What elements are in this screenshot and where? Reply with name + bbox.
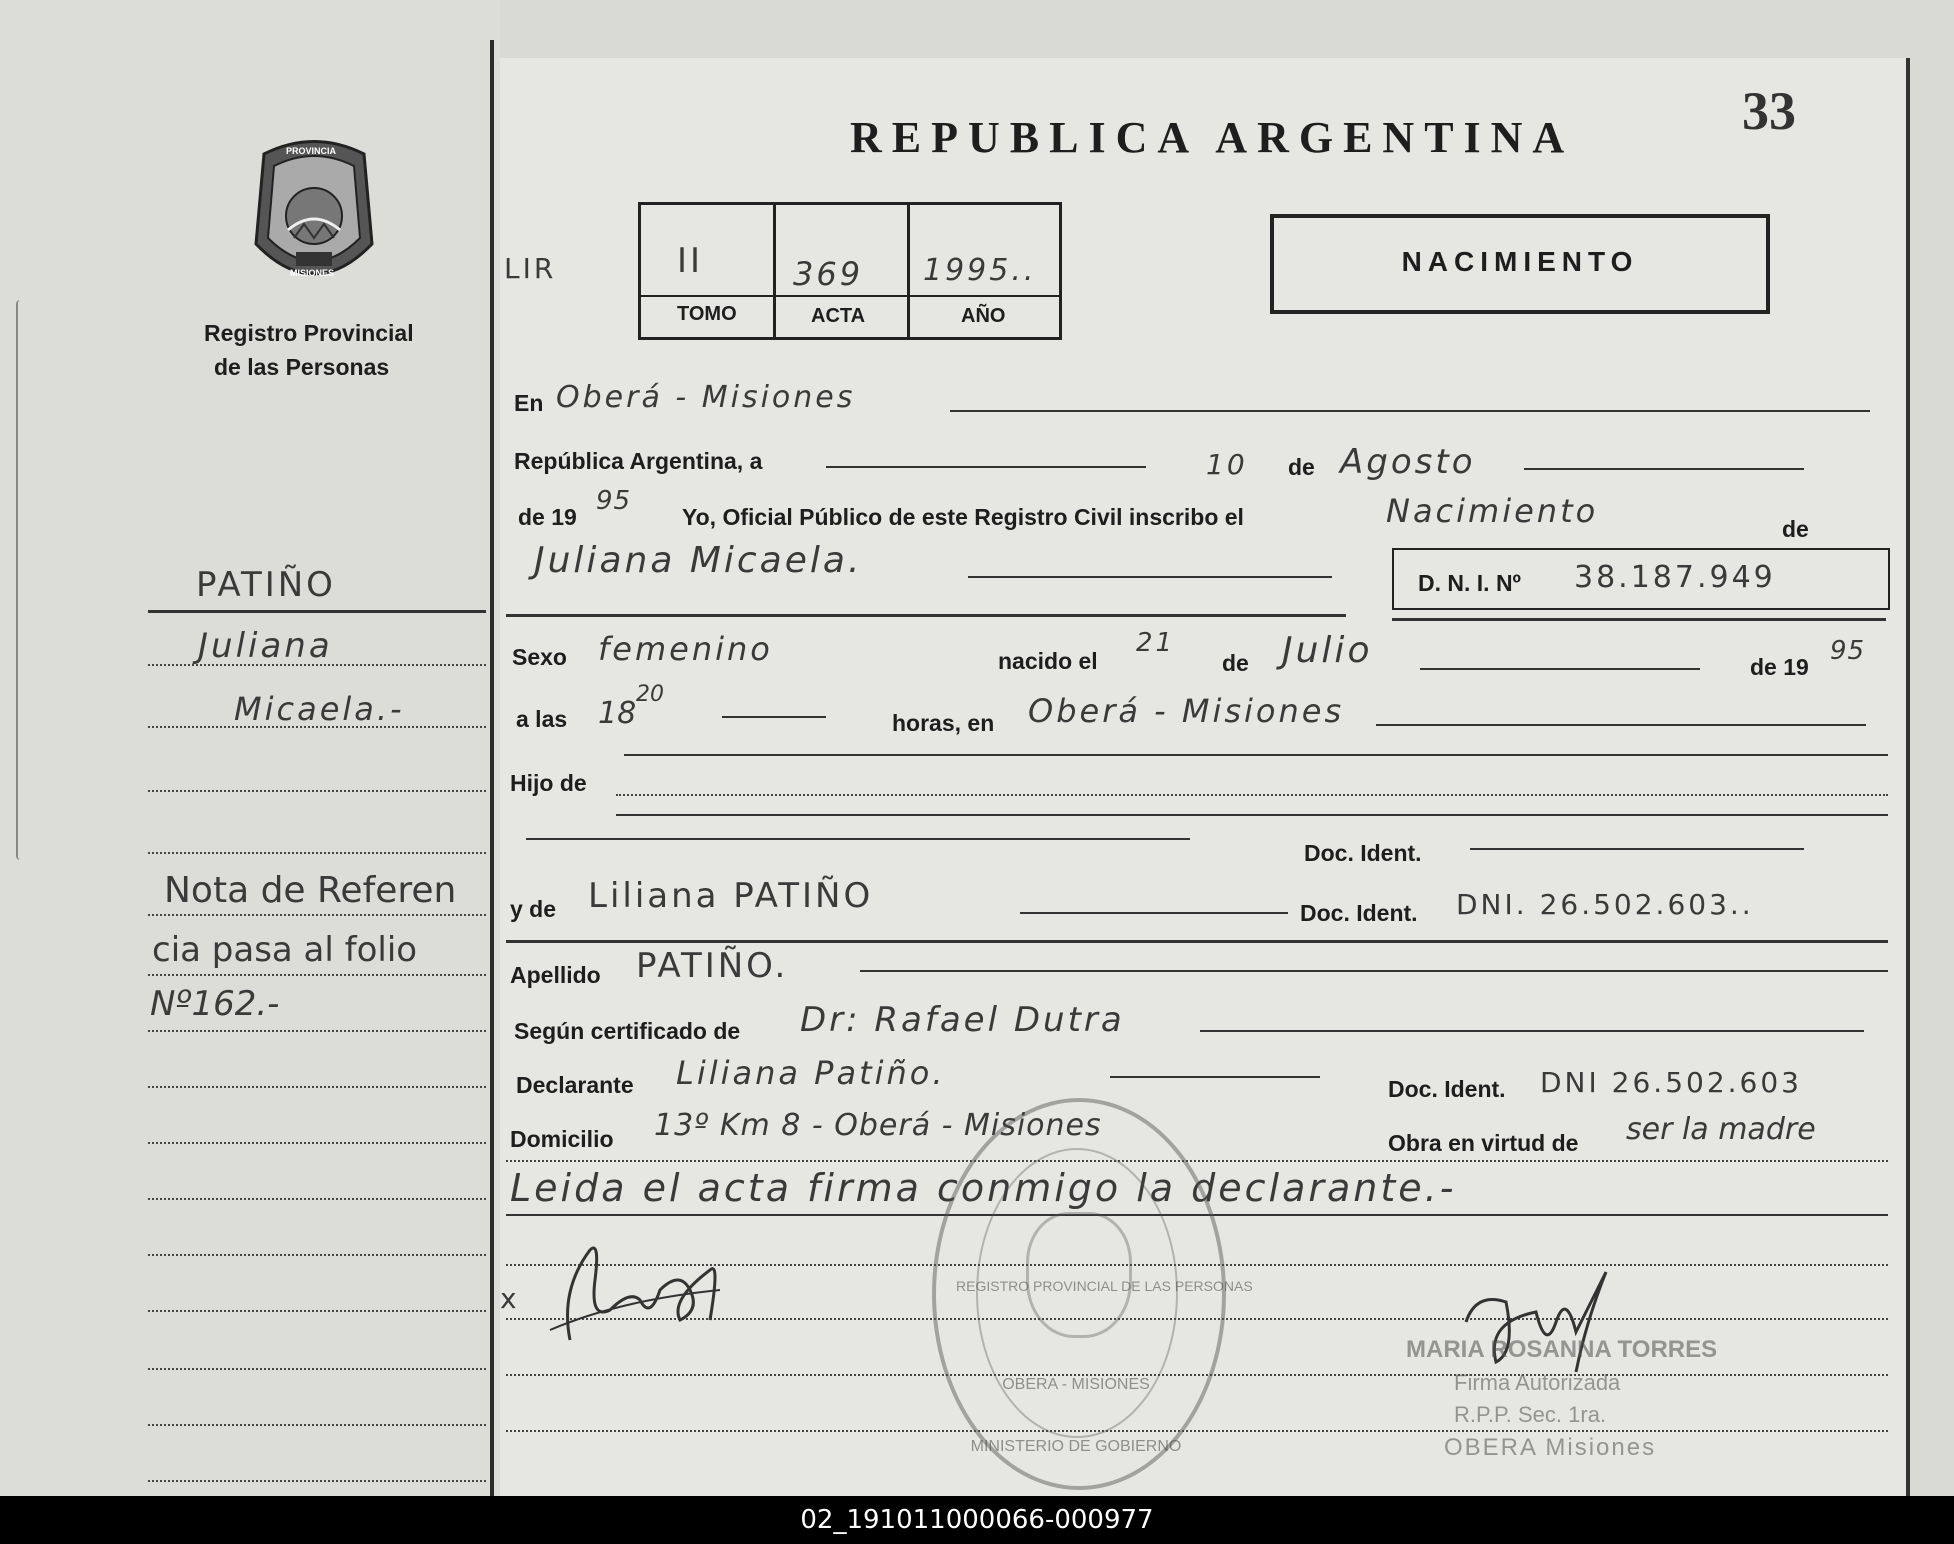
republica-label: República Argentina, a [514, 448, 763, 474]
margin-line [148, 1142, 486, 1144]
domicilio-value: 13º Km 8 - Oberá - Misiones [654, 1108, 1102, 1143]
horas-label: horas, en [892, 710, 995, 736]
birth-year-prefix: de 19 [1750, 654, 1809, 680]
margin-line [148, 1086, 486, 1088]
apellido-label: Apellido [510, 962, 601, 988]
hijo-label: Hijo de [510, 770, 587, 796]
month-value: Agosto [1340, 442, 1476, 482]
form-line [1200, 1030, 1864, 1032]
nacido-label: nacido el [998, 648, 1098, 674]
obra-label: Obra en virtud de [1388, 1130, 1579, 1156]
margin-line [148, 664, 486, 666]
form-line [616, 794, 1888, 796]
doc-ident-label: Doc. Ident. [1304, 840, 1422, 866]
en-label: En [514, 390, 544, 416]
tomo-label: TOMO [677, 303, 737, 325]
registry-name-line1: Registro Provincial [204, 320, 414, 346]
year-prefix: de 19 [518, 504, 577, 530]
dni-box [1392, 548, 1890, 610]
domicilio-label: Domicilio [510, 1126, 614, 1152]
tomo-value: II [677, 241, 704, 281]
record-prefix: LIR [504, 252, 557, 285]
year-value: 95 [596, 486, 632, 516]
day-value: 10 [1206, 448, 1248, 481]
sexo-label: Sexo [512, 644, 567, 670]
acta-label: ACTA [811, 305, 866, 327]
page-right-edge [1906, 58, 1910, 1496]
declarante-label: Declarante [516, 1072, 634, 1098]
section-divider [506, 614, 1346, 617]
dni-label: D. N. I. Nº [1418, 570, 1521, 596]
record-type-label: NACIMIENTO [1401, 246, 1639, 277]
de2-label: de [1222, 650, 1249, 676]
ano-value: 1995.. [923, 253, 1037, 288]
declarante-doc: DNI 26.502.603 [1540, 1066, 1802, 1099]
seal-text-top: PROVINCIA [286, 146, 337, 156]
margin-note-line3: Nº162.- [150, 984, 280, 1024]
form-line [950, 410, 1870, 412]
birth-year: 95 [1830, 636, 1866, 666]
de-end: de [1782, 516, 1809, 542]
official-line2: Firma Autorizada [1454, 1370, 1621, 1395]
record-type-box [1270, 214, 1770, 314]
form-line [1420, 668, 1700, 670]
record-box-hline [641, 295, 1059, 297]
margin-line [148, 1254, 486, 1256]
obra-value: ser la madre [1626, 1112, 1816, 1147]
form-line [1110, 1076, 1320, 1078]
form-line [826, 466, 1146, 468]
hour-value: 18 [598, 696, 637, 731]
declarant-signature [540, 1230, 740, 1360]
form-line [860, 970, 1888, 972]
margin-line [148, 790, 486, 792]
record-box-divider [773, 205, 776, 337]
seal-icon [244, 134, 384, 290]
page-number: 33 [1742, 81, 1796, 141]
official-name: MARIA ROSANNA TORRES [1406, 1336, 1718, 1363]
inscribe-value: Nacimiento [1386, 492, 1599, 530]
segun-value: Dr: Rafael Dutra [800, 1000, 1125, 1040]
official-name-stamp [1404, 1330, 1784, 1480]
signature-mark: x [500, 1282, 520, 1315]
leida-text: Leida el acta firma conmigo la declarante.- [510, 1166, 1457, 1210]
seal-text-bottom: MISIONES [290, 268, 335, 278]
doc-ident-label-declarante: Doc. Ident. [1388, 1076, 1506, 1102]
stamp-ring-text: REGISTRO PROVINCIAL DE LAS PERSONAS [956, 1278, 1253, 1294]
ano-label: AÑO [961, 305, 1006, 327]
declarante-value: Liliana Patiño. [676, 1054, 946, 1092]
official-line3: R.P.P. Sec. 1ra. [1454, 1402, 1607, 1427]
acta-value: 369 [793, 255, 864, 293]
mother-name: Liliana PATIÑO [588, 876, 874, 916]
mother-doc: DNI. 26.502.603.. [1456, 888, 1754, 921]
form-line [526, 838, 1190, 840]
birth-day: 21 [1136, 628, 1176, 658]
form-line [616, 814, 1888, 816]
sexo-value: femenino [598, 630, 773, 668]
dni-value: 38.187.949 [1574, 560, 1776, 595]
margin-line [148, 1310, 486, 1312]
margin-line [148, 1198, 486, 1200]
doc-ident-label-mother: Doc. Ident. [1300, 900, 1418, 926]
margin-line [148, 914, 486, 916]
record-number-box [638, 202, 1062, 340]
form-line [1470, 848, 1804, 850]
page-spine [490, 40, 494, 1496]
minute-value: 20 [636, 682, 664, 707]
margin-name2: Micaela.- [234, 690, 405, 728]
form-line [506, 1160, 1888, 1162]
margin-line [148, 1368, 486, 1370]
form-line [624, 754, 1888, 756]
registry-name-line2: de las Personas [214, 354, 390, 380]
margin-divider [148, 610, 486, 613]
birth-month: Julio [1282, 630, 1373, 671]
form-line [1020, 912, 1288, 914]
apellido-value: PATIÑO. [636, 946, 789, 986]
section-divider [1392, 618, 1886, 621]
stamp-emblem [1026, 1212, 1132, 1338]
form-line [722, 716, 826, 718]
country-title: REPUBLICA ARGENTINA [850, 113, 1575, 162]
margin-surname: PATIÑO [196, 565, 336, 605]
margin-line [148, 974, 486, 976]
province-seal-logo [244, 134, 384, 290]
form-line [1524, 468, 1804, 470]
margin-line [148, 1030, 486, 1032]
de-label: de [1288, 454, 1315, 480]
child-name: Juliana Micaela. [534, 540, 863, 581]
form-line [1376, 724, 1866, 726]
yo-text: Yo, Oficial Público de este Registro Civil inscribo el [682, 504, 1244, 530]
margin-line [148, 1424, 486, 1426]
registry-oval-stamp [932, 1098, 1253, 1490]
stamp-bottom-text: MINISTERIO DE GOBIERNO [970, 1438, 1182, 1455]
margin-note-line2: cia pasa al folio [152, 930, 418, 970]
binder-mark [16, 300, 30, 860]
footer-id: 02_191011000066-000977 [0, 1496, 1954, 1544]
margin-line [148, 726, 486, 728]
margin-line [148, 1480, 486, 1482]
segun-label: Según certificado de [514, 1018, 741, 1044]
a-las-label: a las [516, 706, 568, 732]
margin-name1: Juliana [198, 626, 333, 666]
y-de-label: y de [510, 896, 557, 922]
official-line4: OBERA Misiones [1444, 1434, 1657, 1461]
section-divider [506, 940, 1888, 943]
birth-place: Oberá - Misiones [1028, 692, 1345, 730]
form-line [968, 576, 1332, 578]
record-box-divider [907, 205, 910, 337]
stamp-center-text: OBERA - MISIONES [1002, 1376, 1150, 1393]
en-value: Oberá - Misiones [556, 380, 856, 415]
margin-line [148, 852, 486, 854]
margin-note-line1: Nota de Referen [164, 870, 457, 911]
